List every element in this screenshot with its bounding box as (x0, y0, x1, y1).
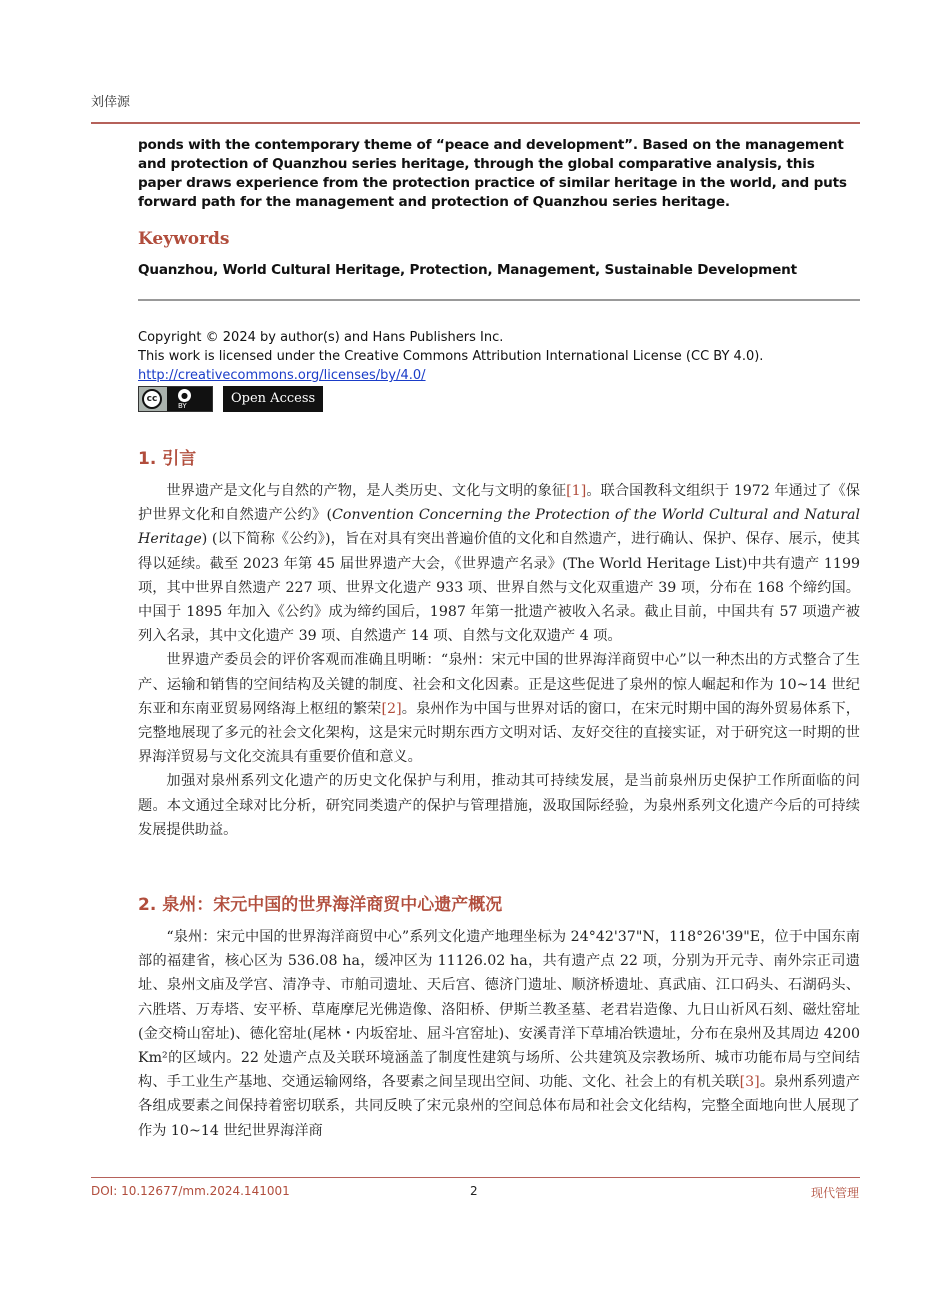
citation-link[interactable]: [3] (739, 1074, 760, 1091)
by-label: BY (178, 402, 187, 410)
license-badges (138, 386, 323, 412)
cc-icon: cc (142, 389, 162, 409)
footer-doi[interactable]: DOI: 10.12677/mm.2024.141001 (91, 1184, 290, 1198)
paragraph (138, 925, 860, 1143)
text-run: 。联合国教科文组织于 1972 年通过了《保护世界文化和自然遗产公约》( (138, 483, 860, 524)
copyright-block (138, 328, 763, 385)
section-1-body (138, 479, 860, 842)
section-2-heading: 2. 泉州：宋元中国的世界海洋商贸中心遗产概况 (138, 895, 503, 915)
text-run: 。泉州作为中国与世界对话的窗口，在宋元时期中国的海外贸易体系下，完整地展现了多元的社会文化架构，这是宋元时期东西方文明对话、友好交往的直接实证，对于研究这一时期的世界海洋贸易与文化交流具有重要价值和意义。 (138, 700, 860, 766)
page-number: 2 (470, 1184, 478, 1198)
by-bar (167, 387, 212, 411)
text-run: ) (以下简称《公约》)，旨在对具有突出普遍价值的文化和自然遗产，进行确认、保护、保存、展示，使其得以延续。截至 2023 年第 45 届世界遗产大会，《世界遗产名录》(The World Heritage List)中共有遗产 1199 项，其中世界自然遗产 227 项、世界文化遗产 933 项、世界自然与文化双重遗产 39 项，分布在 168 个缔约国。中国于 1895 年加入《公约》成为缔约国后，1987 年第一批遗产被收入名录。截止目前，中国共有 57 项遗产被列入名录，其中文化遗产 39 项、自然遗产 14 项、自然与文化双遗产 4 项。 (138, 531, 860, 645)
text-run: 世界遗产委员会的评价客观而准确且明晰：“泉州：宋元中国的世界海洋商贸中心”以一种杰出的方式整合了生产、运输和销售的空间结构及关键的制度、社会和文化因素。正是这些促进了泉州的惊人崛起和作为 10~14 世纪东亚和东南亚贸易网络海上枢纽的繁荣 (138, 652, 860, 717)
footer-divider (91, 1177, 860, 1178)
convention-title: Convention Concerning the Protection of the World Cultural and Natural Heritage (138, 507, 860, 548)
paragraph: 加强对泉州系列文化遗产的历史文化保护与利用，推动其可持续发展，是当前泉州历史保护工作所面临的问题。本文通过全球对比分析，研究同类遗产的保护与管理措施，汲取国际经验，为泉州系列文化遗产今后的可持续发展提供助益。 (138, 773, 860, 838)
license-link[interactable]: http://creativecommons.org/licenses/by/4.0/ (138, 368, 426, 383)
running-header-author: 刘倖源 (91, 95, 131, 110)
person-icon: ● (178, 389, 191, 402)
cc-by-badge[interactable] (138, 386, 213, 412)
text-run: 世界遗产是文化与自然的产物，是人类历史、文化与文明的象征 (166, 483, 567, 499)
keywords-heading: Keywords (138, 229, 230, 249)
text-run: 。泉州系列遗产各组成要素之间保持着密切联系，共同反映了宋元泉州的空间总体布局和社会文化结构，完整全面地向世人展现了作为 10~14 世纪世界海洋商 (138, 1074, 860, 1139)
keywords-divider (138, 299, 860, 301)
citation-link[interactable]: [2] (381, 700, 402, 717)
paragraph (138, 648, 860, 769)
section-2-body (138, 925, 860, 1143)
section-1-heading: 1. 引言 (138, 449, 197, 469)
citation-link[interactable]: [1] (566, 483, 587, 499)
open-access-badge[interactable]: Open Access (223, 386, 323, 412)
paragraph (138, 479, 860, 648)
text-run: “泉州：宋元中国的世界海洋商贸中心”系列文化遗产地理坐标为 24°42'37"N，118°26'39"E，位于中国东南部的福建省，核心区为 536.08 ha，缓冲区为 11126.02 ha，共有遗产点 22 项，分别为开元寺、南外宗正司遗址、泉州文庙及学宫、清净寺、市舶司遗址、天后宫、德济门遗址、顺济桥遗址、真武庙、江口码头、石湖码头、六胜塔、万寿塔、安平桥、草庵摩尼光佛造像、洛阳桥、伊斯兰教圣墓、老君岩造像、九日山祈风石刻、磁灶窑址(金交椅山窑址)、德化窑址(尾林・内坂窑址、屈斗宫窑址)、安溪青洋下草埔冶铁遗址，分布在泉州及其周边 4200 Km²的区域内。22 处遗产点及关联环境涵盖了制度性建筑与场所、公共建筑及宗教场所、城市功能布局与空间结构、手工业生产基地、交通运输网络，各要素之间呈现出空间、功能、文化、社会上的有机关联 (138, 929, 860, 1091)
footer-journal-name: 现代管理 (810, 1186, 859, 1200)
license-line: This work is licensed under the Creative Commons Attribution International License (CC BY 4.0). (138, 349, 764, 364)
abstract-text: ponds with the contemporary theme of “peace and development”. Based on the management and protection of Quanzhou series heritage, through the global comparative analysis, this paper draws experience from the protection practice of similar heritage in the world, and puts forward path for the management and protection of Quanzhou series heritage. (138, 137, 847, 210)
abstract-english-tail (138, 136, 860, 212)
header-divider (91, 122, 860, 124)
copyright-line: Copyright © 2024 by author(s) and Hans Publishers Inc. (138, 330, 504, 345)
keywords-text: Quanzhou, World Cultural Heritage, Protection, Management, Sustainable Development (138, 262, 797, 278)
